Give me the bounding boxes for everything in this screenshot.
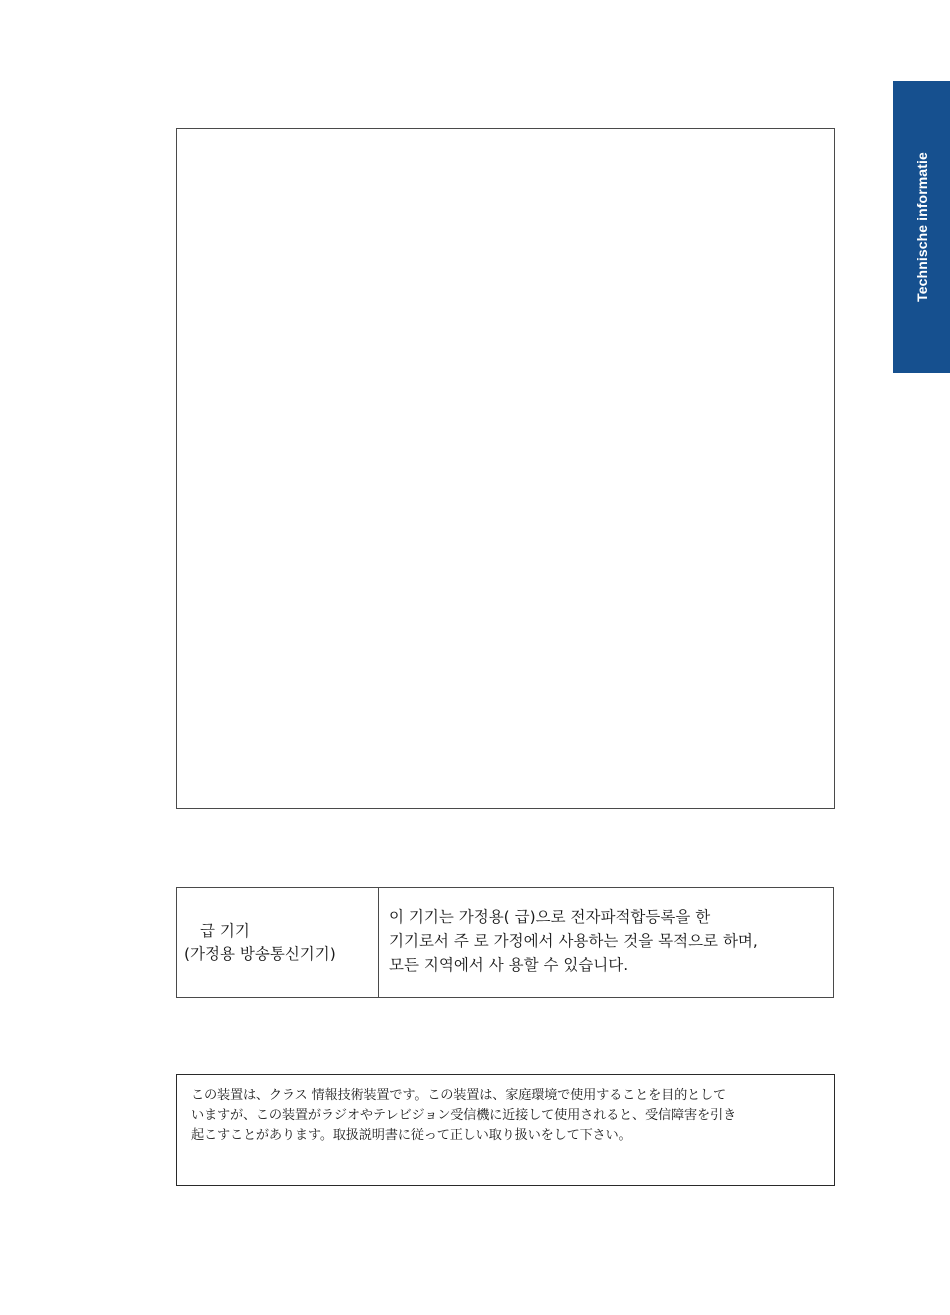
japanese-notice-line-3: 起こすことがあります。取扱説明書に従って正しい取り扱いをして下さい。: [191, 1128, 632, 1143]
korean-notice-line-2: 기기로서 주 로 가정에서 사용하는 것을 목적으로 하며,: [389, 932, 758, 950]
empty-content-frame: [176, 128, 835, 809]
japanese-notice-text: [177, 1075, 834, 1146]
device-class-label: 급 기기: [200, 921, 250, 940]
device-class-description: (가정용 방송통신기기): [184, 944, 336, 963]
korean-notice-line-3: 모든 지역에서 사 용할 수 있습니다.: [389, 956, 629, 974]
korean-notice-line-1: 이 기기는 가정용( 급)으로 전자파적합등록을 한: [389, 908, 711, 926]
section-side-tab: [893, 81, 950, 373]
side-tab-label: Technische informatie: [913, 152, 930, 302]
korean-device-class-cell: [177, 888, 379, 997]
japanese-vcci-notice-box: [176, 1074, 835, 1186]
japanese-notice-line-1: この装置は、クラス 情報技術装置です。この装置は、家庭環境で使用することを目的として: [191, 1088, 727, 1103]
korean-notice-text-cell: [379, 888, 833, 997]
japanese-notice-line-2: いますが、この装置がラジオやテレビジョン受信機に近接して使用されると、受信障害を引き: [191, 1108, 736, 1123]
korean-class-notice-table: [176, 887, 834, 998]
